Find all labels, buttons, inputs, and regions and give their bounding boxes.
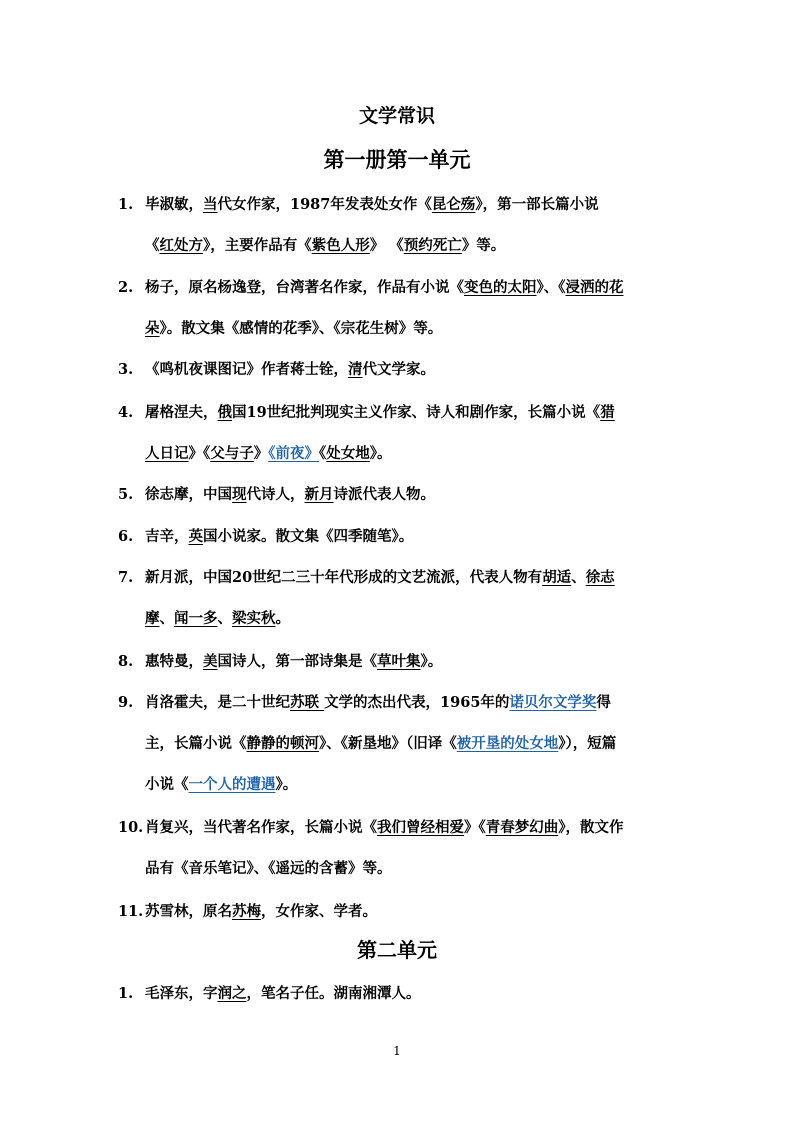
text-run: 惠特曼，	[145, 653, 203, 670]
text-run: 》	[253, 445, 269, 462]
list-item-number: 1.	[118, 196, 134, 213]
text-run: 》，散文作	[558, 819, 624, 836]
underlined-term: 人日记	[145, 445, 189, 462]
list-item-number: 7.	[118, 569, 134, 586]
text-run: 屠格涅夫，	[145, 404, 218, 421]
underlined-term: 朵	[145, 320, 160, 337]
list-item-line	[145, 775, 297, 795]
text-run: 》《	[464, 819, 486, 836]
text-run: 《	[319, 445, 327, 462]
list-item-line	[145, 818, 624, 838]
text-run: 国小说家。散文集《四季随笔》。	[203, 528, 414, 545]
text-run: 肖复兴，当代著名作家，长篇小说《	[145, 819, 377, 836]
text-run: 。	[275, 610, 290, 627]
list-item-line	[145, 527, 413, 547]
list-item-line	[145, 319, 442, 339]
underlined-term: 润之	[217, 985, 247, 1002]
underlined-term: 新月	[304, 486, 334, 503]
text-run: 代女作家，1987年发表处女作《	[217, 196, 432, 213]
text-run: 》《	[188, 445, 211, 462]
underlined-term: 现	[232, 486, 247, 503]
text-run: 杨子，原名杨逸登，台湾著名作家，作品有小说《	[145, 279, 464, 296]
text-run: 诗派代表人物。	[333, 486, 435, 503]
list-item-number: 5.	[118, 486, 134, 503]
underlined-term: 胡适	[542, 569, 572, 586]
underlined-term: 英	[188, 528, 203, 545]
highlighted-term: 被开垦的处女地	[456, 735, 559, 752]
list-item-number: 4.	[118, 404, 134, 421]
list-item-number: 9.	[118, 694, 134, 711]
list-item-number: 8.	[118, 653, 134, 670]
underlined-term: 浸洒的花	[565, 279, 624, 296]
text-run: 》。	[369, 445, 392, 462]
underlined-term: 苏联	[290, 694, 325, 711]
underlined-term: 父与子	[210, 445, 254, 462]
text-run: 小说《	[145, 776, 189, 793]
list-item-number: 11.	[118, 903, 144, 920]
list-item-line	[145, 568, 615, 588]
text-run: 毛泽东，字	[145, 985, 218, 1002]
list-item-line	[145, 360, 435, 380]
underlined-term: 昆仑殇	[431, 196, 476, 213]
text-run: 《鸣机夜课图记》作者蒋士铨，	[145, 361, 348, 378]
text-run: 》。	[275, 776, 298, 793]
highlighted-term: 诺贝尔文学奖	[509, 694, 597, 711]
underlined-term: 青春梦幻曲	[485, 819, 559, 836]
text-run: 品有《音乐笔记》、《遥远的含蓄》等。	[145, 860, 392, 877]
text-run: 代文学家。	[362, 361, 435, 378]
highlighted-term: 《前夜》	[268, 445, 319, 462]
underlined-term: 苏梅	[232, 903, 261, 920]
list-item-line	[145, 734, 616, 754]
list-item-line	[145, 859, 392, 879]
list-item-line	[145, 195, 599, 215]
text-run: 毕淑敏，	[145, 196, 203, 213]
text-run: 新月派，中国20世纪二三十年代形成的文艺流派，代表人物有	[145, 569, 543, 586]
unit-heading-book1-unit1: 第一册第一单元	[323, 148, 471, 172]
text-run: 》，主要作品有《	[203, 237, 312, 254]
underlined-term: 摩	[145, 610, 160, 627]
underlined-term: 预约死亡	[403, 237, 462, 254]
text-run: 》、《	[536, 279, 566, 296]
underlined-term: 紫色人形	[311, 237, 370, 254]
underlined-term: 变色的太阳	[464, 279, 537, 296]
underlined-term: 我们曾经相爱	[377, 819, 464, 836]
text-run: 主，长篇小说《	[145, 735, 247, 752]
list-item-line	[145, 444, 392, 464]
text-run: 》等。	[461, 237, 506, 254]
underlined-term: 美	[203, 653, 218, 670]
underlined-term: 清	[348, 361, 363, 378]
list-item-line	[145, 236, 505, 256]
text-run: 》 《	[369, 237, 404, 254]
text-run: 肖洛霍夫，是二十世纪	[145, 694, 290, 711]
text-run: 代诗人，	[246, 486, 305, 503]
list-item-number: 2.	[118, 279, 134, 296]
underlined-term: 梁实秋	[232, 610, 276, 627]
text-run: 》、《新垦地》（旧译《	[319, 735, 457, 752]
underlined-term: 草叶集	[377, 653, 421, 670]
text-run: 《	[145, 237, 160, 254]
underlined-term: 处女地	[326, 445, 370, 462]
text-run: 》），短篇	[558, 735, 617, 752]
underlined-term: 静静的顿河	[246, 735, 319, 752]
list-item-number: 10.	[118, 819, 144, 836]
text-run: 、	[571, 569, 586, 586]
text-run: 、	[217, 610, 232, 627]
list-item-number: 6.	[118, 528, 134, 545]
text-run: 得	[596, 694, 611, 711]
document-title: 文学常识	[358, 105, 435, 127]
unit2-item-number: 1.	[118, 985, 134, 1002]
list-item-line	[145, 278, 624, 298]
text-run: 》，第一部长篇小说	[475, 196, 599, 213]
highlighted-term: 一个人的遭遇	[188, 776, 276, 793]
underlined-term: 红处方	[159, 237, 203, 254]
list-item-line	[145, 485, 435, 505]
underlined-term: 当	[203, 196, 218, 213]
text-run: ，笔名子任。湖南湘潭人。	[246, 985, 421, 1002]
text-run: 吉辛，	[145, 528, 189, 545]
text-run: 国19世纪批判现实主义作家、诗人和剧作家，长篇小说《	[232, 404, 601, 421]
text-run: 》。	[420, 653, 443, 670]
text-run: 》。散文集《感情的花季》、《宗花生树》等。	[159, 320, 443, 337]
underlined-term: 闻一多	[174, 610, 218, 627]
page-number: 1	[393, 1044, 401, 1058]
text-run: 苏雪林，原名	[145, 903, 232, 920]
list-item-line	[145, 652, 442, 672]
list-item-line	[145, 902, 377, 922]
text-run: 国诗人，第一部诗集是《	[217, 653, 377, 670]
list-item-line	[145, 609, 290, 629]
underlined-term: 猎	[600, 404, 615, 421]
underlined-term: 徐志	[585, 569, 615, 586]
text-run: 、	[159, 610, 174, 627]
text-run: ，女作家、学者。	[261, 903, 377, 920]
list-item-line	[145, 403, 615, 423]
underlined-term: 俄	[217, 404, 232, 421]
list-item-line	[145, 693, 611, 713]
text-run: 文学的杰出代表，1965年的	[324, 694, 510, 711]
unit2-item-line	[145, 984, 421, 1004]
unit-heading-unit2: 第二单元	[357, 938, 437, 962]
list-item-number: 3.	[118, 361, 134, 378]
text-run: 徐志摩，中国	[145, 486, 232, 503]
